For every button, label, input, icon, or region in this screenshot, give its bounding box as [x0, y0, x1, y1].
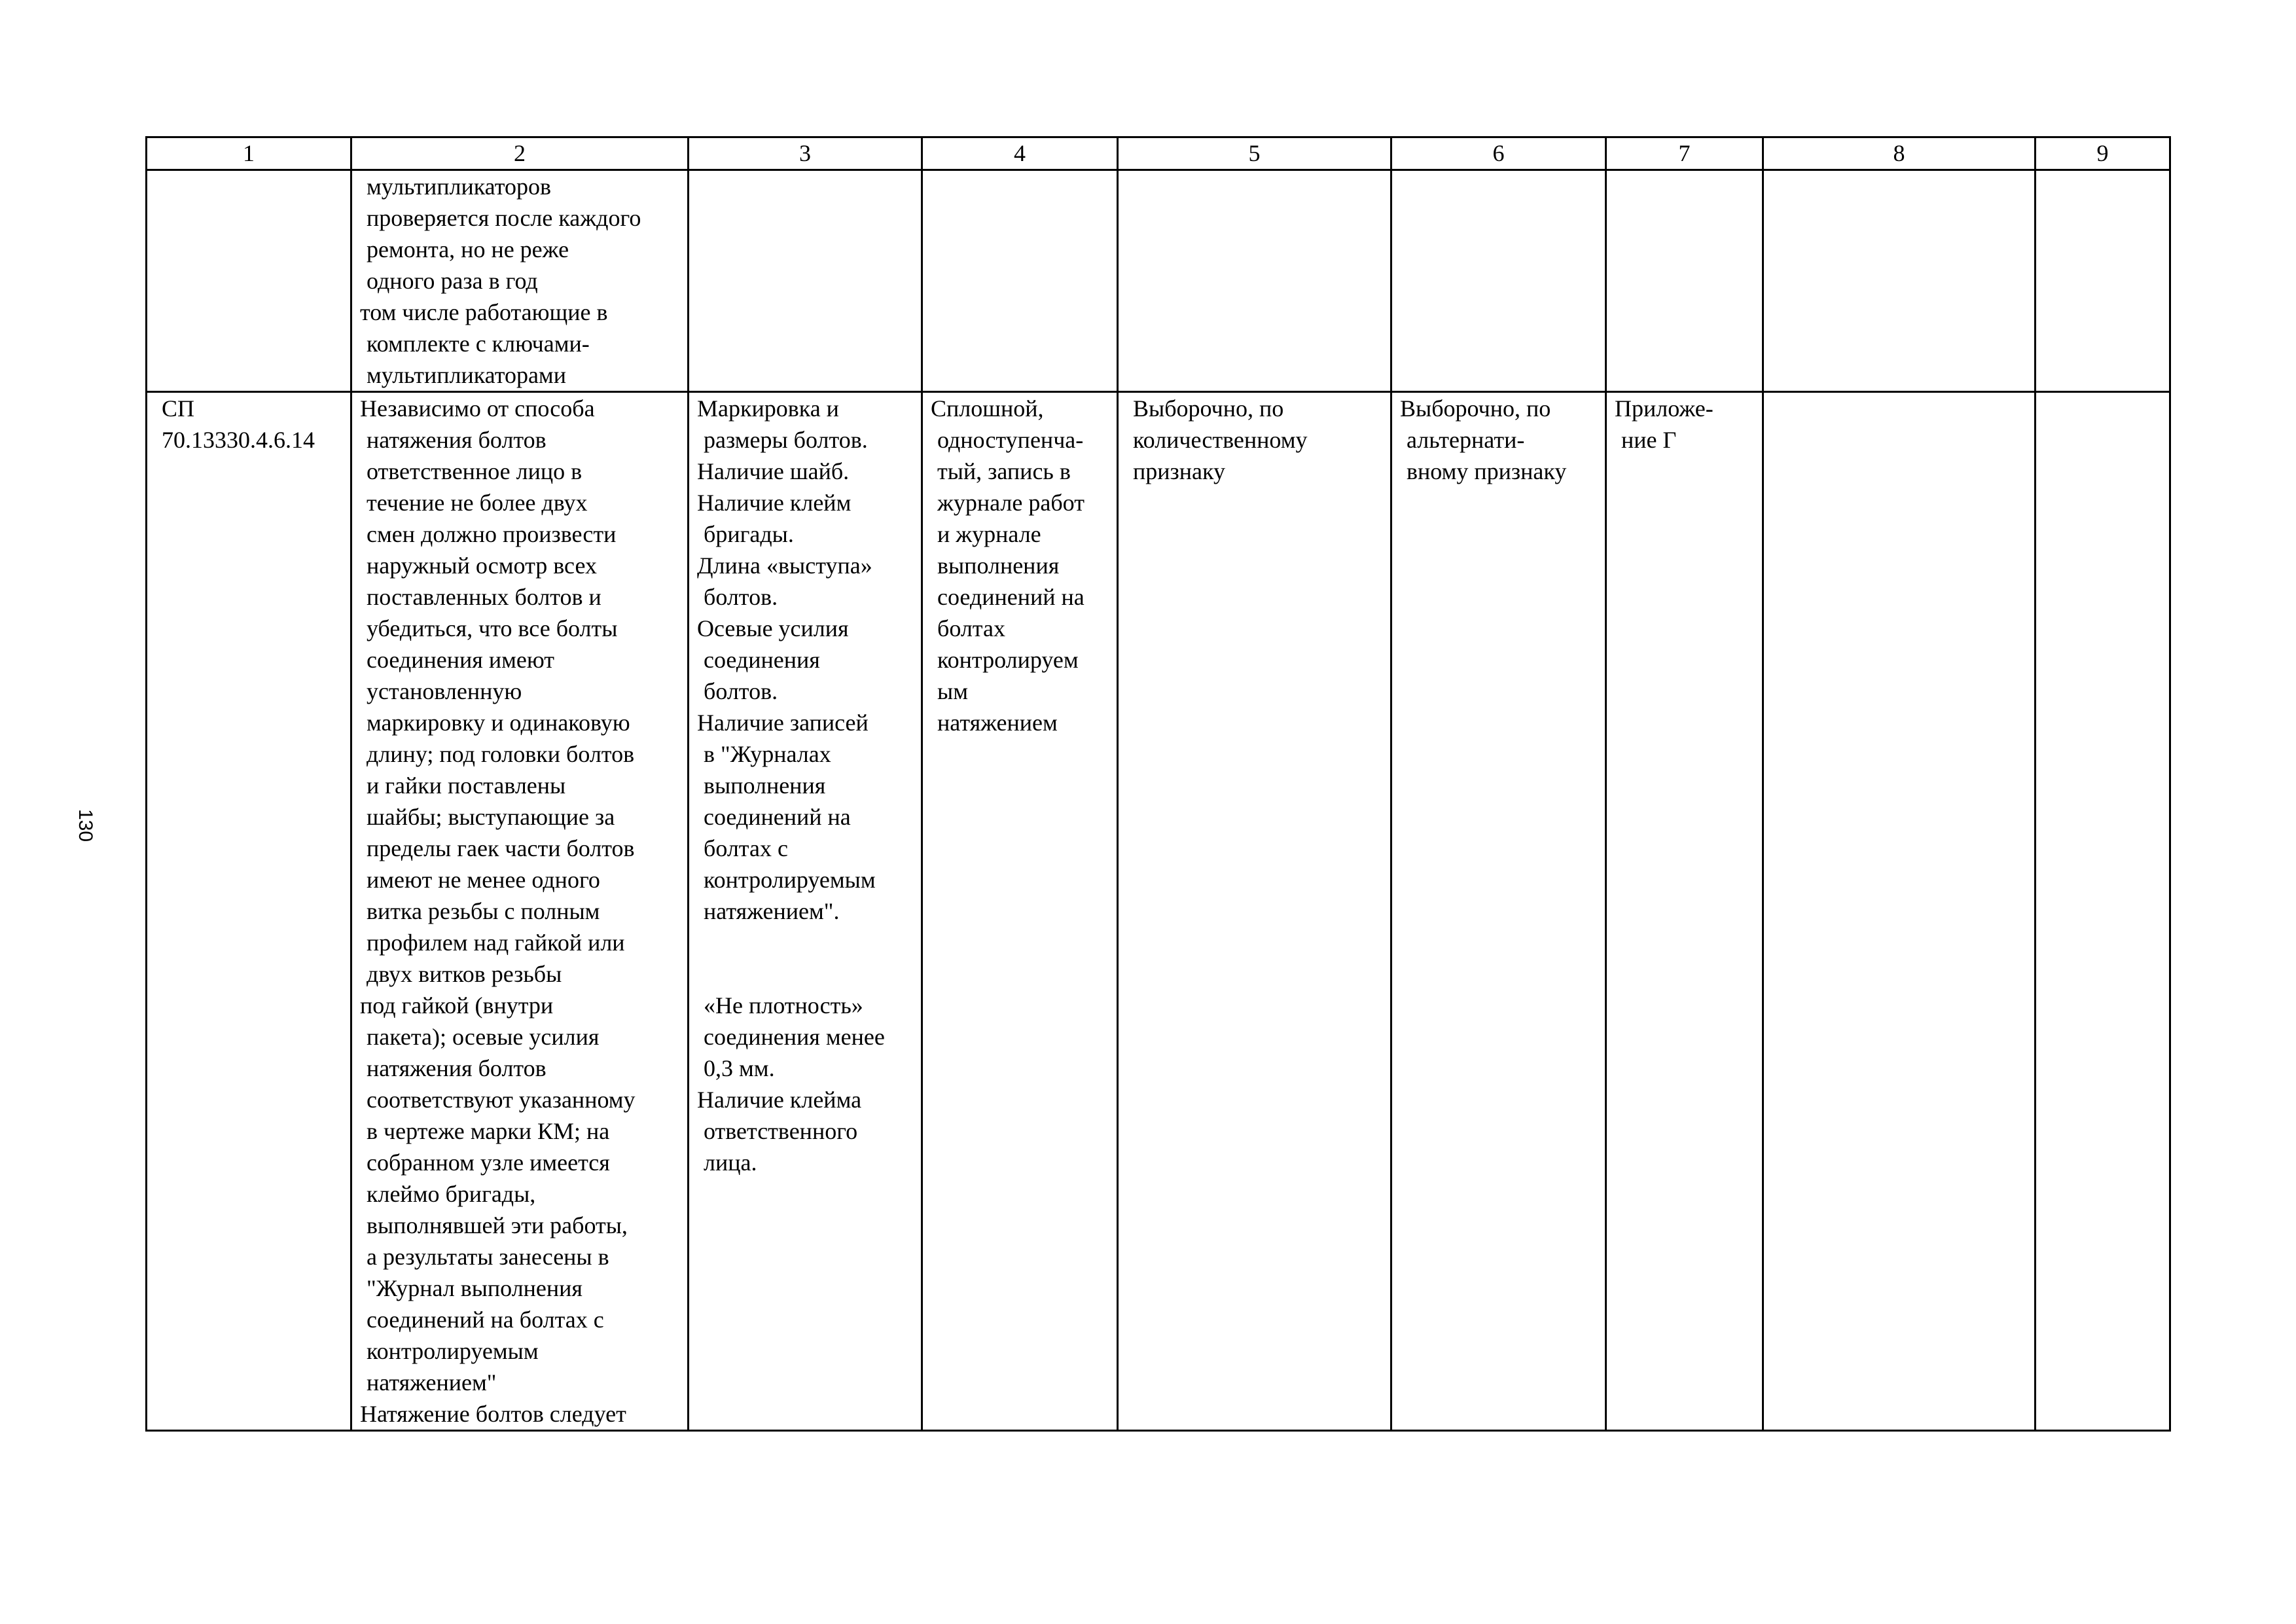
text-line: соединений на [704, 804, 851, 830]
text-line: Приложе- [1615, 395, 1713, 422]
text-line: вному признаку [1407, 458, 1567, 484]
cell-empty [922, 170, 1118, 392]
text-line: контролируем [937, 647, 1079, 673]
text-line: 0,3 мм. [704, 1055, 775, 1081]
column-number: 4 [922, 137, 1118, 170]
text-line: Сплошной, [931, 395, 1044, 422]
cell-empty [1391, 170, 1606, 392]
text-line: и журнале [937, 521, 1041, 547]
text-line: ремонта, но не реже [367, 236, 569, 262]
text-line: длину; под головки болтов [367, 741, 635, 767]
text-line: Выборочно, по [1400, 395, 1551, 422]
text-line: Наличие записей [697, 710, 869, 736]
text-line: бригады. [704, 521, 794, 547]
text-line: Наличие клейм [697, 490, 852, 516]
text-line: Наличие клейма [697, 1087, 862, 1113]
text-line: натяжения болтов [367, 427, 547, 453]
cell-empty [1763, 392, 2036, 1431]
cell-empty [2036, 170, 2170, 392]
text-line: признаку [1133, 458, 1225, 484]
text-line: соответствуют указанному [367, 1087, 636, 1113]
text-line: «Не плотность» [704, 992, 863, 1019]
sampling-alternative-cell [1391, 392, 1606, 1431]
text-line: пределы гаек части болтов [367, 835, 635, 861]
column-number: 3 [689, 137, 922, 170]
text-line: в "Журналах [704, 741, 831, 767]
text-line: соединения менее [704, 1024, 885, 1050]
text-line: профилем над гайкой или [367, 929, 625, 956]
text-line: болтах [937, 615, 1005, 641]
text-line: витка резьбы с полным [367, 898, 600, 924]
text-line: Маркировка и [697, 395, 839, 422]
text-line: пакета); осевые усилия [367, 1024, 600, 1050]
text-line: лица. [704, 1149, 757, 1176]
text-line: ответственного [704, 1118, 858, 1144]
column-number: 8 [1763, 137, 2036, 170]
text-line: контролируемым [704, 867, 876, 893]
text-line: Наличие шайб. [697, 458, 850, 484]
text-line: ым [937, 678, 968, 704]
text-line: том числе работающие в [360, 299, 608, 325]
cell-empty [147, 170, 351, 392]
cell-empty [1118, 170, 1391, 392]
text-line: установленную [367, 678, 522, 704]
text-line: имеют не менее одного [367, 867, 600, 893]
text-line: натяжением [937, 710, 1058, 736]
text-line: мультипликаторов [367, 173, 551, 200]
continuation-row [147, 170, 2170, 392]
regulation-reference-cell [147, 392, 351, 1431]
text-line: а результаты занесены в [367, 1244, 609, 1270]
text-line: размеры болтов. [704, 427, 868, 453]
text-line: журнале работ [937, 490, 1085, 516]
cell-empty [1763, 170, 2036, 392]
page-number: 130 [75, 809, 96, 842]
text-line: маркировку и одинаковую [367, 710, 630, 736]
text-line: течение не более двух [367, 490, 588, 516]
text-line: Выборочно, по [1133, 395, 1284, 422]
cell-empty [1606, 170, 1763, 392]
text-line: соединений на болтах с [367, 1307, 604, 1333]
column-number: 7 [1606, 137, 1763, 170]
text-line: 70.13330.4.6.14 [162, 427, 315, 453]
text-line: в чертеже марки КМ; на [367, 1118, 610, 1144]
text-line: ние Г [1621, 427, 1677, 453]
text-line: мультипликаторами [367, 362, 566, 388]
text-line: СП [162, 395, 195, 422]
column-number: 6 [1391, 137, 1606, 170]
text-line: контролируемым [367, 1338, 539, 1364]
text-line: Длина «выступа» [697, 552, 872, 579]
text-line [689, 958, 921, 990]
text-line: натяжением" [367, 1369, 497, 1396]
text-line: Независимо от способа [360, 395, 595, 422]
text-line: количественному [1133, 427, 1308, 453]
text-line: натяжения болтов [367, 1055, 547, 1081]
text-line: двух витков резьбы [367, 961, 562, 987]
text-line: тый, запись в [937, 458, 1071, 484]
text-line: выполнения [937, 552, 1060, 579]
text-line: "Журнал выполнения [367, 1275, 583, 1301]
text-line: болтов. [704, 584, 778, 610]
cell-empty [689, 170, 922, 392]
text-line: выполнения [704, 772, 826, 799]
text-line: одноступенча- [937, 427, 1084, 453]
text-line: Натяжение болтов следует [360, 1401, 626, 1427]
text-line: собранном узле имеется [367, 1149, 610, 1176]
text-line: убедиться, что все болты [367, 615, 618, 641]
control-parameters-cell [689, 392, 922, 1431]
control-method-cell [922, 392, 1118, 1431]
text-line [689, 927, 921, 958]
column-number-row [147, 137, 2170, 170]
requirement-cell [351, 392, 689, 1431]
column-number: 5 [1118, 137, 1391, 170]
text-line: поставленных болтов и [367, 584, 601, 610]
text-line: соединений на [937, 584, 1085, 610]
text-line: соединения имеют [367, 647, 555, 673]
text-line: проверяется после каждого [367, 205, 641, 231]
column-number: 9 [2036, 137, 2170, 170]
text-line: выполнявшей эти работы, [367, 1212, 628, 1238]
column-number: 1 [147, 137, 351, 170]
text-line: шайбы; выступающие за [367, 804, 615, 830]
cell-empty [2036, 392, 2170, 1431]
text-line: комплекте с ключами- [367, 331, 590, 357]
column-number: 2 [351, 137, 689, 170]
text-line: клеймо бригады, [367, 1181, 536, 1207]
text-line: болтов. [704, 678, 778, 704]
text-line: под гайкой (внутри [360, 992, 554, 1019]
text-line: и гайки поставлены [367, 772, 566, 799]
text-line: болтах с [704, 835, 788, 861]
sampling-quantitative-cell [1118, 392, 1391, 1431]
text-line: альтернати- [1407, 427, 1525, 453]
appendix-reference-cell [1606, 392, 1763, 1431]
inspection-table [145, 136, 2171, 1432]
text-line: Осевые усилия [697, 615, 849, 641]
text-line: смен должно произвести [367, 521, 617, 547]
text-line: натяжением". [704, 898, 840, 924]
requirement-continuation-cell [351, 170, 689, 392]
text-line: одного раза в год [367, 268, 538, 294]
text-line: ответственное лицо в [367, 458, 583, 484]
text-line: соединения [704, 647, 820, 673]
text-line: наружный осмотр всех [367, 552, 597, 579]
table-row [147, 392, 2170, 1431]
